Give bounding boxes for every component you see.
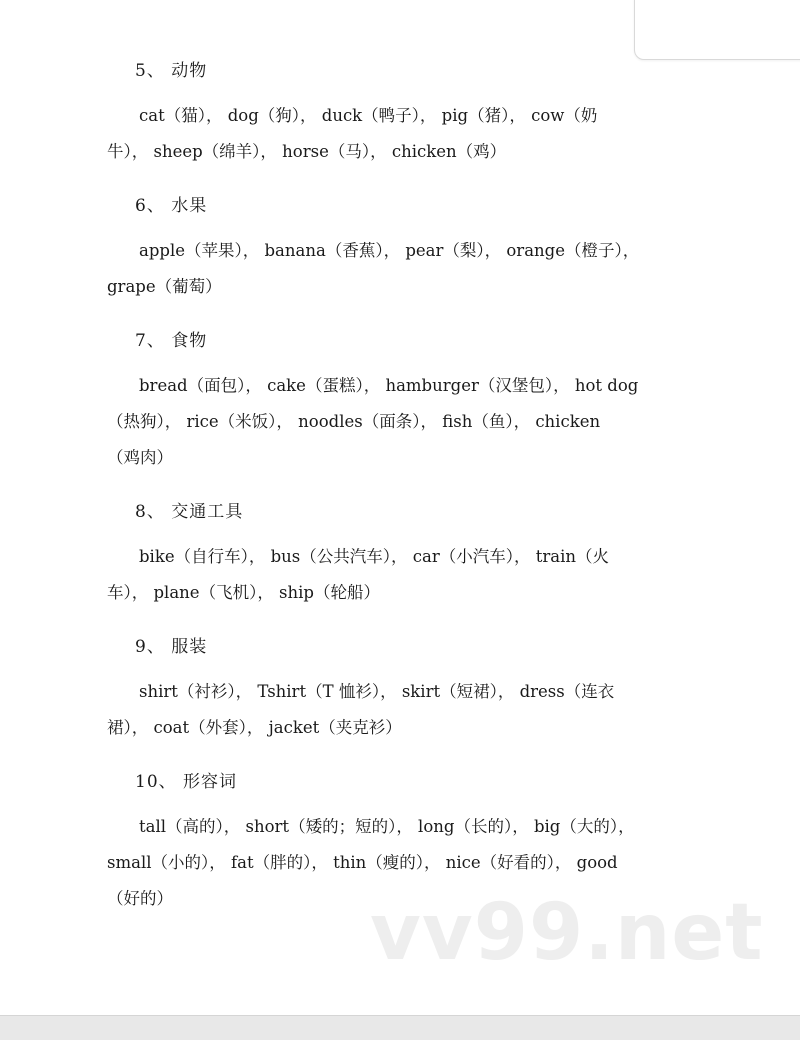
- paragraph-line: bread（面包）， cake（蛋糕）， hamburger（汉堡包）， hot dog: [139, 376, 639, 395]
- corner-panel: [634, 0, 800, 60]
- paragraph-line: shirt（衬衫）， Tshirt（T 恤衫）， skirt（短裙）， dress（连衣: [139, 682, 615, 701]
- paragraph-line: （热狗）， rice（米饭）， noodles（面条）， fish（鱼）， chicken: [107, 412, 601, 431]
- section-paragraph-fruits: [107, 233, 697, 305]
- section-paragraph-animals: [107, 98, 697, 170]
- paragraph-line: 车）， plane（飞机）， ship（轮船）: [107, 583, 380, 602]
- section-heading-adjectives: 10、 形容词: [135, 772, 238, 792]
- paragraph-line: （鸡肉）: [107, 448, 173, 467]
- paragraph-line: small（小的）， fat（胖的）， thin（瘦的）， nice（好看的）， good: [107, 853, 618, 872]
- paragraph-line: 裙）， coat（外套）， jacket（夹克衫）: [107, 718, 402, 737]
- watermark-text: vv99.net: [370, 888, 764, 978]
- section-heading-animals: 5、 动物: [135, 61, 208, 81]
- section-heading-clothing: 9、 服装: [135, 637, 208, 657]
- page-bottom-bar: [0, 1015, 800, 1040]
- paragraph-line: tall（高的）， short（矮的；短的）， long（长的）， big（大的），: [139, 817, 635, 836]
- section-paragraph-food: [107, 368, 697, 476]
- paragraph-line: apple（苹果）， banana（香蕉）， pear（梨）， orange（橙子），: [139, 241, 640, 260]
- paragraph-line: grape（葡萄）: [107, 277, 222, 296]
- section-paragraph-clothing: [107, 674, 697, 746]
- paragraph-line: （好的）: [107, 889, 173, 908]
- paragraph-line: bike（自行车）， bus（公共汽车）， car（小汽车）， train（火: [139, 547, 609, 566]
- section-paragraph-transport: [107, 539, 697, 611]
- section-heading-food: 7、 食物: [135, 331, 208, 351]
- section-heading-transport: 8、 交通工具: [135, 502, 244, 522]
- paragraph-line: 牛）， sheep（绵羊）， horse（马）， chicken（鸡）: [107, 142, 507, 161]
- section-heading-fruits: 6、 水果: [135, 196, 208, 216]
- paragraph-line: cat（猫）， dog（狗）， duck（鸭子）， pig（猪）， cow（奶: [139, 106, 598, 125]
